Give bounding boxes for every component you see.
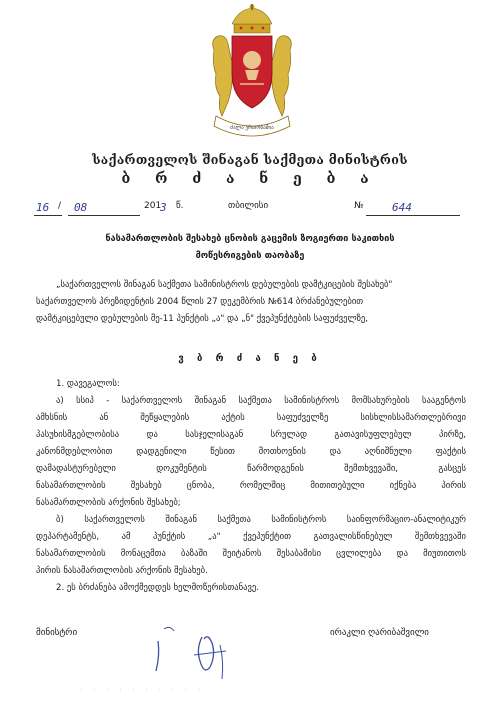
shield-icon	[232, 36, 272, 108]
lion-left-icon	[213, 36, 233, 116]
date-day-underline	[34, 215, 62, 216]
city: თბილისი	[228, 201, 269, 211]
order-title-line1: ნასამართლობის შესახებ ცნობის გაცემის ზოგიერთი საკითხის	[105, 234, 395, 244]
signature-name: ირაკლი ღარიბაშვილი	[330, 628, 429, 638]
item-2: 2. ეს ბრძანება ამოქმედდეს ხელმოწერისთანავე.	[56, 583, 260, 593]
date-year-prefix: 201	[144, 201, 162, 211]
preamble-line: საქართველოს პრეზიდენტის 2004 წლის 27 დეკემბრის №614 ბრძანებულებით	[36, 297, 364, 307]
handwritten-signature	[150, 615, 290, 685]
ministry-header: საქართველოს შინაგან საქმეთა მინისტრის	[92, 152, 408, 167]
order-title-line2: მოწესრიგების თაობაზე	[195, 251, 305, 261]
item-a-line: ა) სსიპ - საქართველოს შინაგან საქმეთა სამინისტროს მომსახურების სააგენტოს	[56, 396, 466, 406]
motto-text: ძალა ერთობაშია	[230, 125, 274, 131]
faded-stamp: · · · · · · · · · ·	[80, 686, 205, 695]
number-label: №	[354, 201, 364, 211]
document-type: ბ რ ძ ა ნ ე ბ ა	[121, 171, 379, 187]
date-day: 16	[36, 201, 50, 214]
crown-icon	[232, 4, 272, 33]
number-underline	[366, 215, 460, 216]
item-b-line: ნასამართლობის მონაცემთა ბაზაში შეიტანოს შესაბამისი ცვლილება და მიუთითოს	[36, 549, 466, 559]
item-a-line: კანონმდებლობით დადგენილი წესით მოთხოვნის და აღნიშნული ფაქტის	[36, 447, 466, 457]
coat-of-arms-icon	[208, 4, 296, 144]
date-month: 08	[74, 201, 88, 214]
item-a-line: ამხსნის ან შეწყალების აქტის საფუძველზე სისხლისსამართლებრივი	[36, 413, 466, 423]
item-a-line: დამადასტურებელი დოკუმენტის წარმოდგენის შემთხვევაში, გასცეს	[36, 464, 466, 474]
decree-word: ვ ბ რ ძ ა ნ ე ბ	[178, 353, 322, 364]
date-month-underline	[68, 215, 140, 216]
date-year-suffix: 3	[160, 201, 167, 214]
date-year-label: წ.	[176, 201, 184, 211]
item-1-heading: 1. დავეგალოს:	[56, 379, 120, 389]
lion-right-icon	[272, 36, 292, 116]
preamble-line: დამტკიცებული დებულების მე-11 პუნქტის „ა" და „ნ" ქვეპუნქტების საფუძველზე,	[36, 314, 369, 324]
item-a-line: პასუხისმგებლობისა და სასჯელისაგან სრულად გათავისუფლებულ პირზე,	[36, 430, 466, 440]
date-separator: /	[58, 201, 62, 211]
item-b-line: დეპარტამენტს, ამ პუნქტის „ა" ქვეპუნქტით გათვალისწინებულ შემთხვევაში	[36, 532, 466, 542]
item-a-line: ნასამართლობის არქონის შესახებ;	[36, 498, 181, 508]
item-a-line: ნასამართლობის შესახებ ცნობა, რომელშიც მითითებული იქნება პირის	[36, 481, 466, 491]
item-b-line: ბ) საქართველოს შინაგან საქმეთა სამინისტროს საინფორმაციო-ანალიტიკურ	[56, 515, 466, 525]
preamble-line: „საქართველოს შინაგან საქმეთა სამინისტროს დებულების დამტკიცების შესახებ"	[56, 280, 393, 290]
order-number: 644	[392, 201, 412, 214]
item-b-line: პირის ნასამართლობის არქონის შესახებ.	[36, 566, 208, 576]
signature-role: მინისტრი	[36, 628, 78, 638]
